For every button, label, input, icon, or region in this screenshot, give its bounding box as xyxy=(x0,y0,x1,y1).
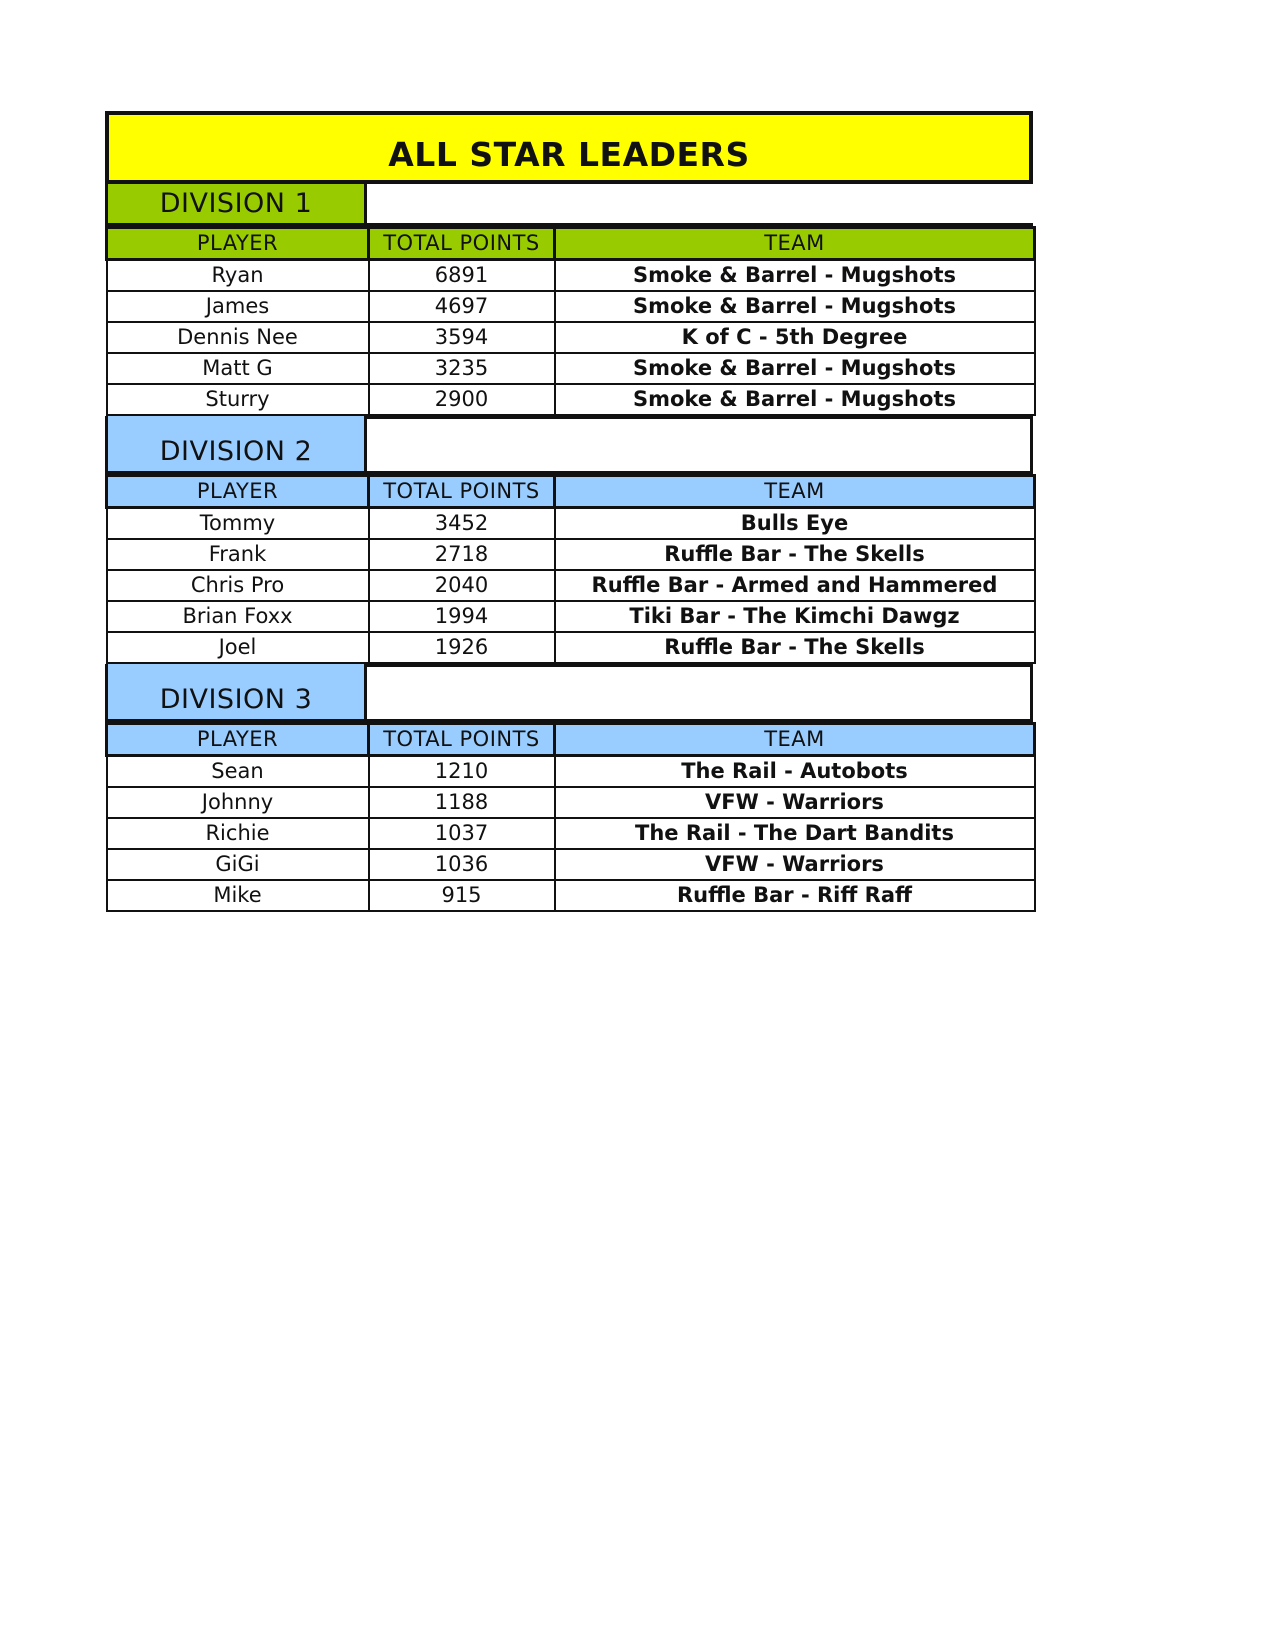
player-name: Ryan xyxy=(107,260,369,292)
team-name: Smoke & Barrel - Mugshots xyxy=(555,291,1035,322)
team-name: Tiki Bar - The Kimchi Dawgz xyxy=(555,601,1035,632)
player-name: Tommy xyxy=(107,508,369,540)
total-points: 1037 xyxy=(369,818,555,849)
table-row xyxy=(107,539,1035,570)
team-column-header: TEAM xyxy=(555,724,1035,756)
team-name: VFW - Warriors xyxy=(555,787,1035,818)
player-name: Chris Pro xyxy=(107,570,369,601)
total-points: 915 xyxy=(369,880,555,911)
table-row xyxy=(107,787,1035,818)
column-header-row xyxy=(107,228,1035,260)
division-2-blank xyxy=(367,416,1033,474)
division-2-label: DIVISION 2 xyxy=(105,416,367,474)
table-row xyxy=(107,291,1035,322)
total-points: 1210 xyxy=(369,756,555,788)
points-column-header: TOTAL POINTS xyxy=(369,476,555,508)
total-points: 4697 xyxy=(369,291,555,322)
player-name: Joel xyxy=(107,632,369,663)
team-name: Ruffle Bar - The Skells xyxy=(555,539,1035,570)
player-name: Sturry xyxy=(107,384,369,415)
division-1-blank xyxy=(367,184,1033,226)
points-column-header: TOTAL POINTS xyxy=(369,228,555,260)
total-points: 6891 xyxy=(369,260,555,292)
table-row xyxy=(107,384,1035,415)
total-points: 2040 xyxy=(369,570,555,601)
table-row xyxy=(107,818,1035,849)
player-name: Richie xyxy=(107,818,369,849)
table-row xyxy=(107,353,1035,384)
player-name: Mike xyxy=(107,880,369,911)
team-name: Smoke & Barrel - Mugshots xyxy=(555,384,1035,415)
player-name: James xyxy=(107,291,369,322)
table-row xyxy=(107,322,1035,353)
team-name: Ruffle Bar - The Skells xyxy=(555,632,1035,663)
division-3-blank xyxy=(367,664,1033,722)
player-name: GiGi xyxy=(107,849,369,880)
player-column-header: PLAYER xyxy=(107,724,369,756)
leaders-sheet xyxy=(105,111,1033,912)
division-3-table xyxy=(105,722,1036,912)
division-3-header xyxy=(105,664,1033,722)
total-points: 1926 xyxy=(369,632,555,663)
team-name: The Rail - Autobots xyxy=(555,756,1035,788)
table-row xyxy=(107,756,1035,788)
column-header-row xyxy=(107,724,1035,756)
team-name: VFW - Warriors xyxy=(555,849,1035,880)
division-3-label: DIVISION 3 xyxy=(105,664,367,722)
player-column-header: PLAYER xyxy=(107,476,369,508)
total-points: 1188 xyxy=(369,787,555,818)
column-header-row xyxy=(107,476,1035,508)
player-name: Dennis Nee xyxy=(107,322,369,353)
table-row xyxy=(107,508,1035,540)
division-1-label: DIVISION 1 xyxy=(105,184,367,226)
team-name: The Rail - The Dart Bandits xyxy=(555,818,1035,849)
table-row xyxy=(107,601,1035,632)
team-column-header: TEAM xyxy=(555,228,1035,260)
table-row xyxy=(107,570,1035,601)
player-name: Frank xyxy=(107,539,369,570)
team-name: Smoke & Barrel - Mugshots xyxy=(555,353,1035,384)
page-title: ALL STAR LEADERS xyxy=(388,135,750,174)
team-name: Smoke & Barrel - Mugshots xyxy=(555,260,1035,292)
title-bar xyxy=(105,111,1033,184)
division-2-table xyxy=(105,474,1036,664)
team-name: Ruffle Bar - Riff Raff xyxy=(555,880,1035,911)
division-2-header xyxy=(105,416,1033,474)
total-points: 2900 xyxy=(369,384,555,415)
total-points: 2718 xyxy=(369,539,555,570)
total-points: 1036 xyxy=(369,849,555,880)
total-points: 1994 xyxy=(369,601,555,632)
total-points: 3235 xyxy=(369,353,555,384)
player-name: Sean xyxy=(107,756,369,788)
division-1-table xyxy=(105,226,1036,416)
player-column-header: PLAYER xyxy=(107,228,369,260)
total-points: 3594 xyxy=(369,322,555,353)
total-points: 3452 xyxy=(369,508,555,540)
player-name: Brian Foxx xyxy=(107,601,369,632)
table-row xyxy=(107,632,1035,663)
team-name: K of C - 5th Degree xyxy=(555,322,1035,353)
player-name: Matt G xyxy=(107,353,369,384)
points-column-header: TOTAL POINTS xyxy=(369,724,555,756)
table-row xyxy=(107,880,1035,911)
team-name: Ruffle Bar - Armed and Hammered xyxy=(555,570,1035,601)
team-name: Bulls Eye xyxy=(555,508,1035,540)
table-row xyxy=(107,849,1035,880)
division-1-header xyxy=(105,184,1033,226)
player-name: Johnny xyxy=(107,787,369,818)
team-column-header: TEAM xyxy=(555,476,1035,508)
table-row xyxy=(107,260,1035,292)
